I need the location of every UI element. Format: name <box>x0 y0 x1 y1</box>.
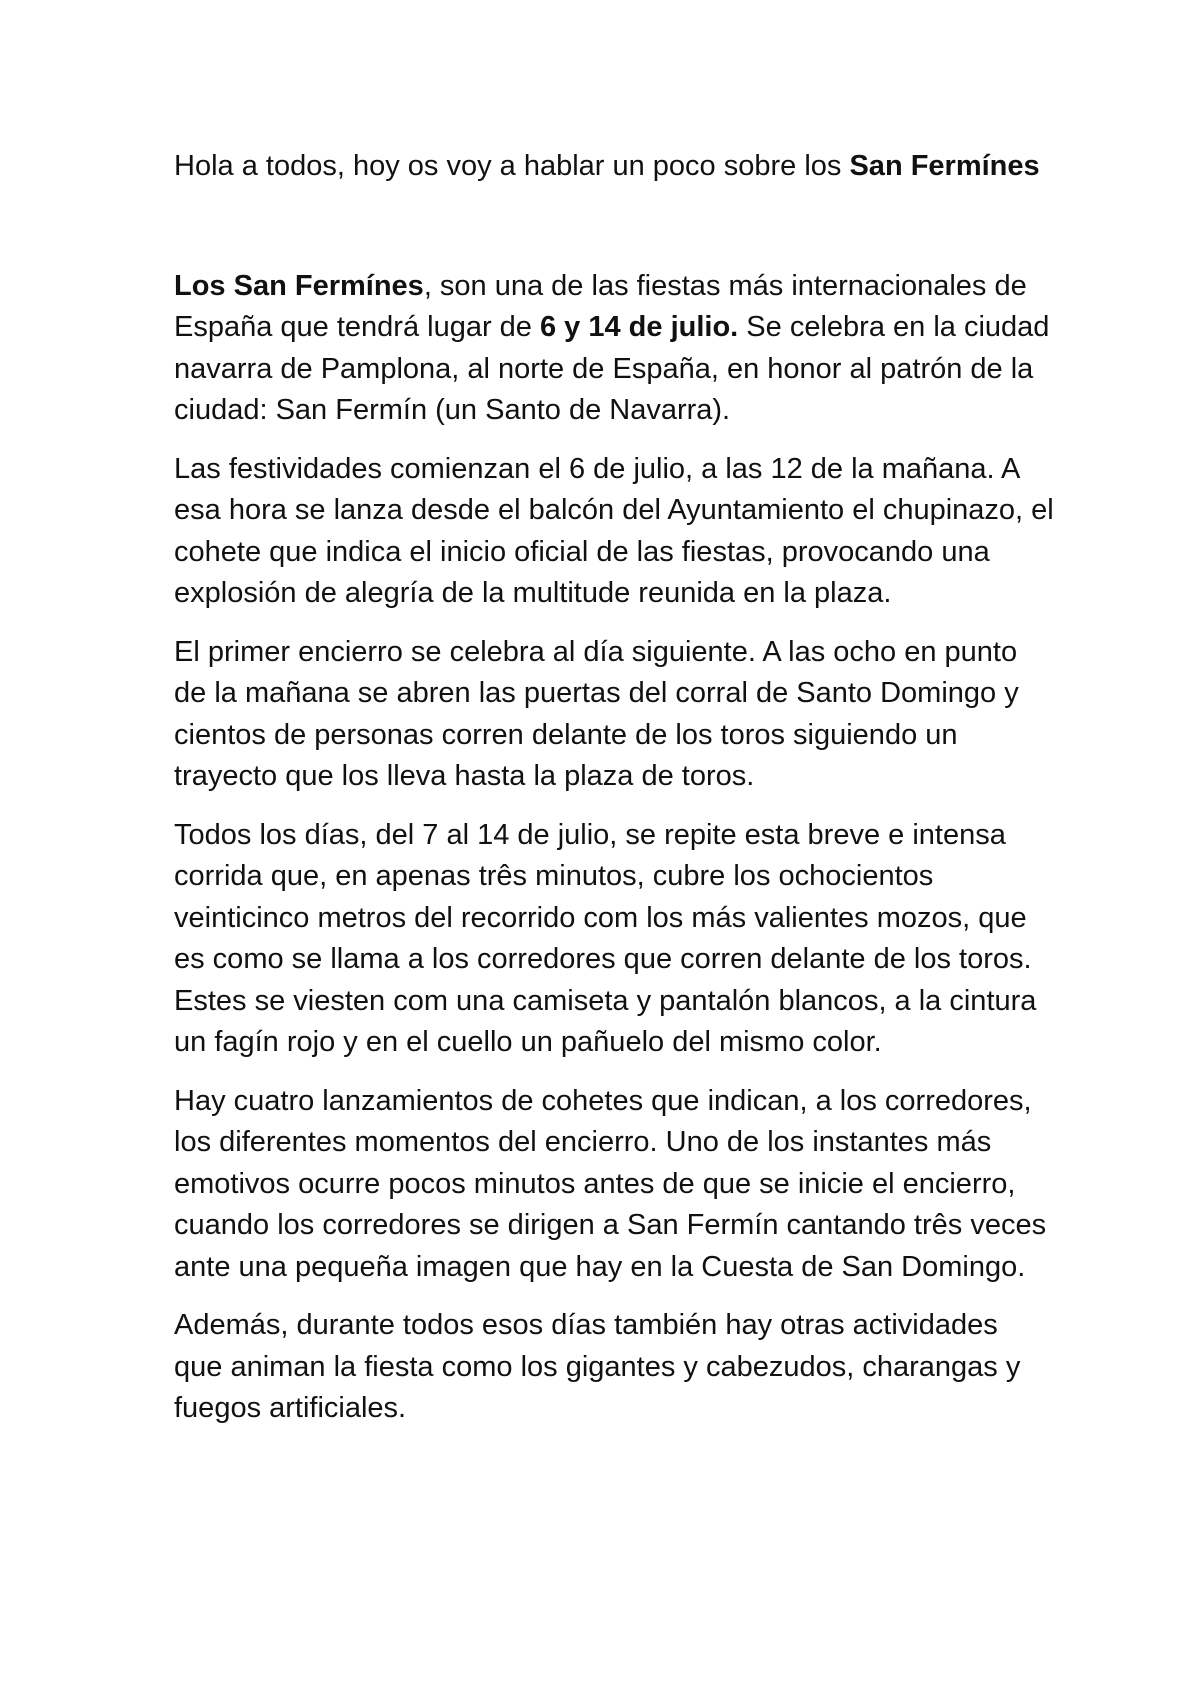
paragraph-5: Hay cuatro lanzamientos de cohetes que indican, a los corredores, los diferentes momentos del encierro. Uno de los instantes más emotivos ocurre pocos minutos antes de que se inicie el encierro, cuando los corredores se dirigen a San Fermín cantando três veces ante una pequeña imagen que hay en la Cuesta de San Domingo. <box>174 1084 1047 1283</box>
paragraph-1 <box>174 266 1054 432</box>
intro-line <box>174 146 1054 188</box>
document-body <box>174 146 1054 1447</box>
intro-bold-title: San Fermínes <box>849 150 1040 182</box>
paragraph-6: Además, durante todos esos días también hay otras actividades que animan la fiesta como los gigantes y cabezudos, charangas y fuegos artificiales. <box>174 1309 1021 1424</box>
paragraph-1-text-b: Se celebra en la ciudad navarra de Pamplona, al norte de España, en honor al patrón de la ciudad: San Fermín (un Santo de Navarra). <box>174 311 1050 426</box>
paragraph-1-bold-subject: Los San Fermínes <box>174 269 424 302</box>
paragraph-3: El primer encierro se celebra al día siguiente. A las ocho en punto de la mañana se abren las puertas del corral de Santo Domingo y cientos de personas corren delante de los toros siguiendo un trayecto que los lleva hasta la plaza de toros. <box>174 635 1019 792</box>
paragraph-2: Las festividades comienzan el 6 de julio, a las 12 de la mañana. A esa hora se lanza desde el balcón del Ayuntamiento el chupinazo, el cohete que indica el inicio oficial de las fiestas, provocando una explosión de alegría de la multitude reunida en la plaza. <box>174 452 1054 609</box>
paragraph-1-text-a: , son una de las fiestas más internacionales de España que tendrá lugar de <box>174 269 1027 343</box>
paragraph-1-bold-dates: 6 y 14 de julio. <box>540 311 739 343</box>
intro-text: Hola a todos, hoy os voy a hablar un poco sobre los <box>174 150 850 182</box>
paragraph-4: Todos los días, del 7 al 14 de julio, se repite esta breve e intensa corrida que, en apenas três minutos, cubre los ochocientos veinticinco metros del recorrido com los más valientes mozos, que es como se llama a los corredores que corren delante de los toros. Estes se viesten com una camiseta y pantalón blancos, a la cintura un fagín rojo y en el cuello un pañuelo del mismo color. <box>174 818 1037 1058</box>
